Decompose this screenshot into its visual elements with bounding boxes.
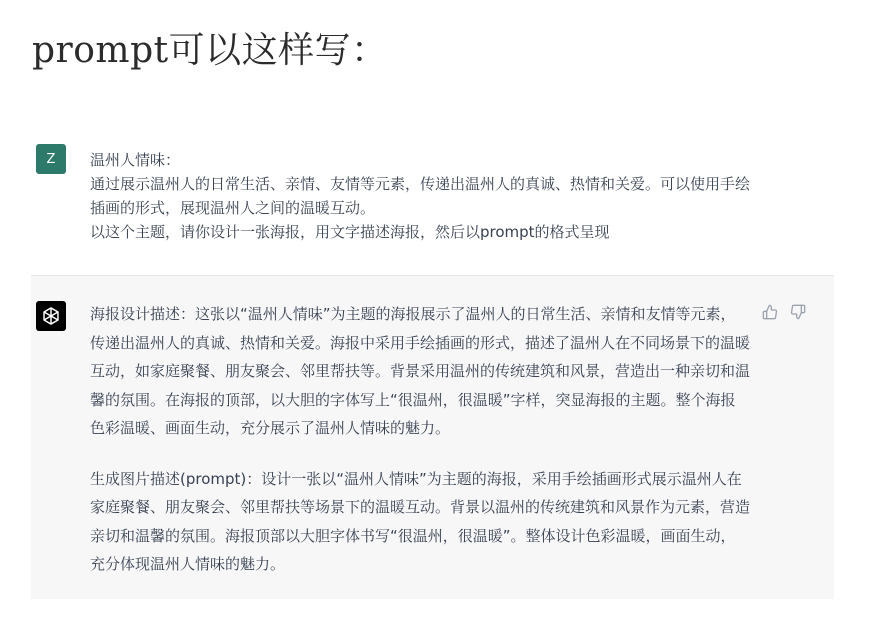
assistant-message bbox=[31, 275, 834, 599]
feedback-controls bbox=[762, 304, 806, 320]
page-title: prompt可以这样写： bbox=[32, 30, 388, 71]
assistant-paragraph: 生成图片描述(prompt)：设计一张以“温州人情味”为主题的海报，采用手绘插画形式展示温州人在家庭聚餐、朋友聚会、邻里帮扶等场景下的温暖互动。背景以温州的传统建筑和风景作为元素，营造亲切和温馨的氛围。海报顶部以大胆字体书写“很温州，很温暖”。整体设计色彩温暖，画面生动，充分体现温州人情味的魅力。 bbox=[90, 469, 751, 573]
user-message-text: 温州人情味： 通过展示温州人的日常生活、亲情、友情等元素，传递出温州人的真诚、热情和关爱。可以使用手绘插画的形式，展现温州人之间的温暖互动。 以这个主题，请你设计一张海报，用文字描述海报，然后以prompt的格式呈现 bbox=[90, 151, 751, 241]
assistant-message-body bbox=[90, 300, 750, 601]
openai-logo-icon bbox=[36, 301, 66, 331]
user-avatar: Z bbox=[36, 144, 66, 174]
user-message bbox=[0, 132, 880, 272]
assistant-paragraph: 海报设计描述：这张以“温州人情味”为主题的海报展示了温州人的日常生活、亲情和友情等元素，传递出温州人的真诚、热情和关爱。海报中采用手绘插画的形式，描述了温州人在不同场景下的温暖互动，如家庭聚餐、朋友聚会、邻里帮扶等。背景采用温州的传统建筑和风景，营造出一种亲切和温馨的氛围。在海报的顶部，以大胆的字体写上“很温州，很温暖”字样，突显海报的主题。整个海报色彩温暖、画面生动，充分展示了温州人情味的魅力。 bbox=[90, 305, 751, 437]
thumbs-up-icon[interactable] bbox=[762, 304, 778, 320]
thumbs-down-icon[interactable] bbox=[790, 304, 806, 320]
